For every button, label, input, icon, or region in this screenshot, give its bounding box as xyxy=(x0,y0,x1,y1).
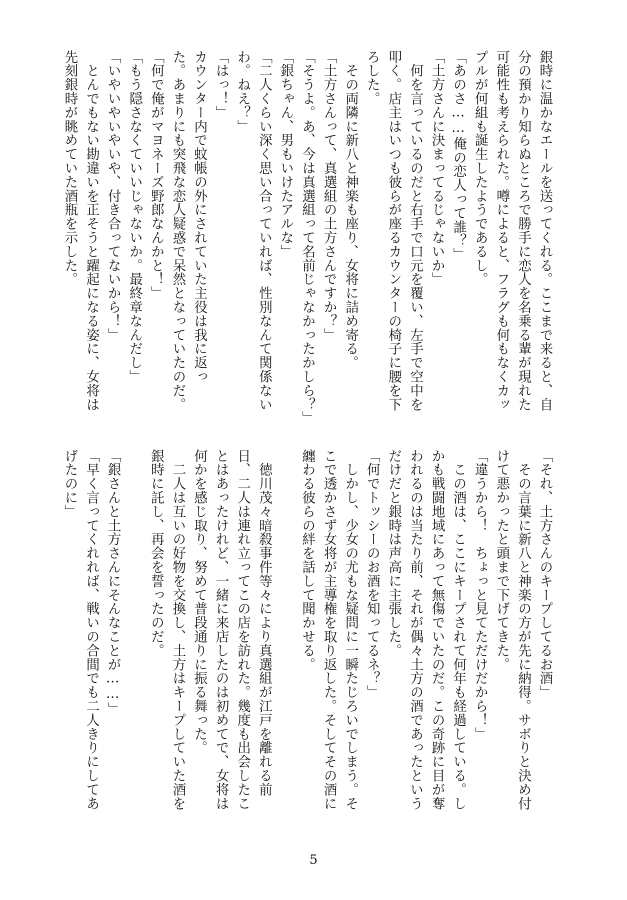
text-line: 「そうよ。あ、今は真選組って名前じゃなかったかしら？」 xyxy=(299,50,315,426)
text-line: しかし、少女の尤もな疑問に一瞬たじろいでしまう。そ xyxy=(342,449,358,811)
text-line: 「二人くらい深く思い合っていれば、性別なんて関係ない xyxy=(256,50,272,412)
text-line: わ。ねえ？」 xyxy=(234,50,250,134)
text-line: プルが何組も誕生したようであるし。 xyxy=(472,50,488,287)
text-line: 「銀さんと土方さんにそんなことが……」 xyxy=(105,449,121,717)
text-line: この酒は、ここにキープされて何年も経過している。し xyxy=(450,449,466,811)
text-line: とんでもない勘違いを正そうと躍起になる姿に、女将は xyxy=(83,50,99,412)
text-line: 銀時に託し、再会を誓ったのだ。 xyxy=(148,449,164,658)
page-number: 5 xyxy=(309,853,318,868)
text-line: カウンター内で蚊帳の外にされていた主役は我に返っ xyxy=(191,50,207,384)
blank-line xyxy=(274,449,296,811)
blank-line xyxy=(123,449,145,811)
text-line: 徳川茂々暗殺事件等々により真選組が江戸を離れる前 xyxy=(256,449,272,797)
text-line: その言葉に新八と神楽の方が先に納得。サボりと決め付 xyxy=(515,449,531,811)
text-line: ろした。 xyxy=(364,50,380,106)
text-line: 先刻銀時が眺めていた酒瓶を示した。 xyxy=(61,50,77,287)
text-line: 「何でトッシーのお酒を知ってるネ？」 xyxy=(364,449,380,700)
lower-text-block xyxy=(58,449,555,811)
text-line: その両隣に新八と神楽も座り、女将に詰め寄る。 xyxy=(342,50,358,370)
text-line: けて悪かったと頭まで下げてきた。 xyxy=(493,449,509,672)
text-line: 「早く言ってくれれば、戦いの合間でも二人きりにしてあ xyxy=(83,449,99,811)
text-line: 叩く。店主はいつも彼らが座るカウンターの椅子に腰を下 xyxy=(385,50,401,412)
text-line: 纏わる彼らの絆を話して聞かせる。 xyxy=(299,449,315,672)
text-line: げたのに」 xyxy=(61,449,77,519)
text-line: 「はっ！」 xyxy=(213,50,229,120)
text-line: 可能性も考えられた。噂によると、フラグも何もなくカッ xyxy=(493,50,509,412)
text-line: 「銀ちゃん、男もいけたアルな」 xyxy=(277,50,293,259)
upper-text-block xyxy=(58,50,555,426)
text-line: 「いやいやいやいや、付き合ってないから！」 xyxy=(105,50,121,342)
text-line: 二人は互いの好物を交換し、土方はキープしていた酒を xyxy=(169,449,185,811)
text-line: た。あまりにも突飛な恋人疑惑で呆然となっていたのだ。 xyxy=(169,50,185,412)
text-line: 「それ、土方さんのキープしてるお酒」 xyxy=(537,449,552,700)
text-line: 「あのさ……俺の恋人って誰？」 xyxy=(450,50,466,262)
text-line: 「もう隠さなくていいじゃないか。最終章なんだし」 xyxy=(126,50,142,384)
text-line: こで透かさず女将が主導権を取り返した。そしてその酒に xyxy=(321,449,337,811)
text-line: だけだと銀時は声高に主張した。 xyxy=(385,449,401,658)
text-line: 「何で俺がマヨネーズ野郎なんかと！」 xyxy=(148,50,164,301)
text-line: われるのは当たり前、それが偶々土方の酒であったという xyxy=(407,449,423,811)
text-line: 「違うから！ ちょっと見てただけだから！」 xyxy=(472,449,488,741)
text-line: 何を言っているのだと右手で口元を覆い、左手で空中を xyxy=(407,50,423,412)
text-line: 銀時に温かなエールを送ってくれる。ここまで来ると、自 xyxy=(537,50,552,412)
text-line: 日、二人は連れ立ってこの店を訪れた。幾度も出会したこ xyxy=(234,449,250,811)
text-line: 分の預かり知らぬところで勝手に恋人を名乗る輩が現れた xyxy=(515,50,531,412)
text-line: 「土方さんに決まってるじゃないか」 xyxy=(429,50,445,287)
text-line: 「土方さんって、真選組の土方さんですか？」 xyxy=(321,50,337,342)
text-line: かも戦闘地域にあって無傷でいたのだ。この奇跡に目が奪 xyxy=(429,449,445,811)
text-line: 何かを感じ取り、努めて普段通りに振る舞った。 xyxy=(191,449,207,755)
text-line: とはあったけれど、一緒に来店したのは初めてで、女将は xyxy=(213,449,229,811)
